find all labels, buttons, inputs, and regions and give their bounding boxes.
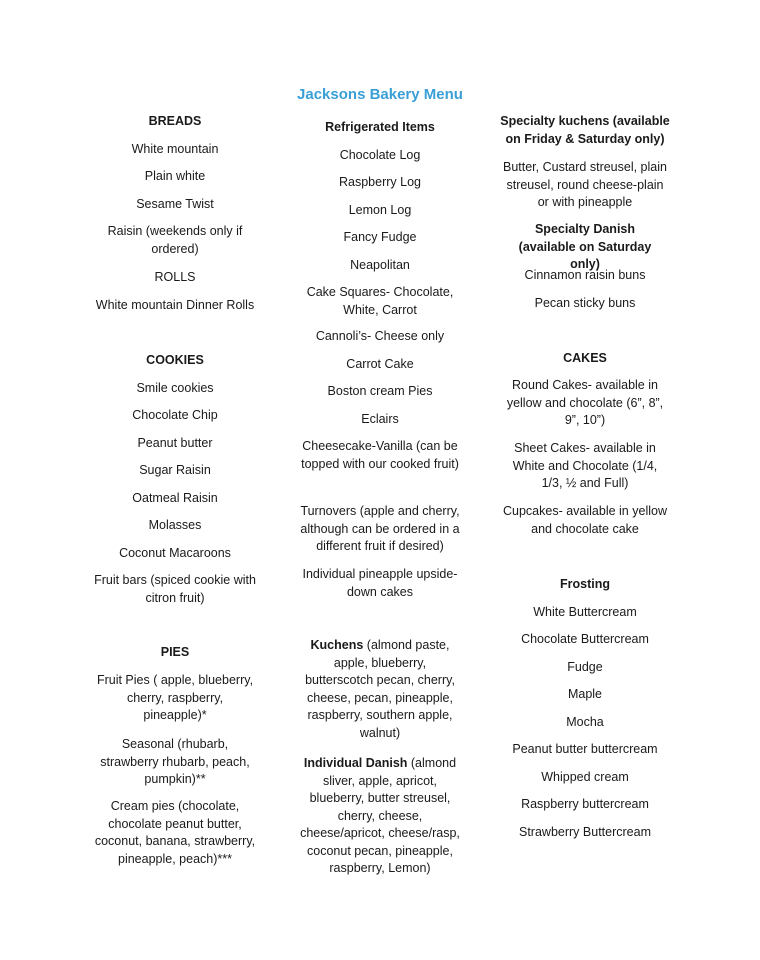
menu-item-name: Individual Danish	[303, 756, 408, 770]
menu-item: Mocha	[566, 715, 604, 729]
menu-item: Cake Squares- Chocolate, White, Carrot	[306, 285, 454, 317]
menu-item: Raspberry buttercream	[521, 797, 649, 811]
menu-item: Fudge	[567, 660, 603, 674]
menu-item: Coconut Macaroons	[119, 546, 231, 560]
menu-item: Plain white	[144, 169, 206, 183]
menu-item: Lemon Log	[348, 203, 412, 217]
menu-item: Raspberry Log	[339, 175, 421, 189]
menu-item: Round Cakes- available in yellow and chocolate (6”, 8”, 9”, 10”)	[506, 378, 664, 427]
menu-item: Individual pineapple upside-down cakes	[302, 567, 458, 599]
menu-item: Carrot Cake	[346, 357, 414, 371]
menu-item-details: (available on Friday & Saturday only)	[505, 114, 670, 146]
menu-item: Chocolate Log	[339, 148, 421, 162]
menu-item: Sugar Raisin	[139, 463, 211, 477]
menu-item: Pecan sticky buns	[534, 296, 636, 310]
menu-item: Cannoli’s- Cheese only	[315, 329, 445, 343]
section-heading: Specialty Danish (available on Saturday only)	[518, 222, 652, 271]
menu-item: Eclairs	[361, 412, 399, 426]
menu-item: Oatmeal Raisin	[132, 491, 218, 505]
menu-item: ROLLS	[154, 270, 196, 284]
menu-item: Fancy Fudge	[343, 230, 417, 244]
menu-item	[298, 755, 462, 878]
menu-item: Fruit Pies ( apple, blueberry, cherry, raspberry, pineapple)*	[96, 673, 254, 722]
section-heading: PIES	[160, 645, 190, 659]
menu-item: Fruit bars (spiced cookie with citron fruit)	[94, 573, 256, 605]
menu-item: Butter, Custard streusel, plain streusel, round cheese-plain or with pineapple	[503, 160, 667, 209]
menu-item-details: (almond paste, apple, blueberry, butterscotch pecan, cherry, cheese, pecan, pineapple, raspberry, southern apple, walnut)	[305, 638, 455, 740]
section-heading: BREADS	[148, 114, 202, 128]
menu-item	[498, 113, 672, 148]
section-heading: COOKIES	[146, 353, 204, 367]
menu-item: Sesame Twist	[136, 197, 214, 211]
menu-item: Turnovers (apple and cherry, although can be ordered in a different fruit if desired)	[300, 504, 460, 553]
menu-item: Cream pies (chocolate, chocolate peanut butter, coconut, banana, strawberry, pineapple, peach)***	[94, 799, 256, 866]
menu-item: Cheesecake-Vanilla (can be topped with our cooked fruit)	[301, 439, 459, 471]
menu-item: Seasonal (rhubarb, strawberry rhubarb, peach, pumpkin)**	[100, 737, 250, 786]
menu-item-details: (almond sliver, apple, apricot, blueberry, butter streusel, cherry, cheese, cheese/apricot, cheese/rasp, coconut pecan, pineapple, raspberry, Lemon)	[300, 756, 460, 875]
menu-item: Cupcakes- available in yellow and chocolate cake	[503, 504, 667, 536]
menu-item: Boston cream Pies	[327, 384, 433, 398]
menu-item: Chocolate Buttercream	[521, 632, 649, 646]
menu-item	[302, 637, 458, 742]
section-heading: CAKES	[563, 351, 607, 365]
page-title: Jacksons Bakery Menu	[297, 86, 463, 103]
menu-item: Peanut butter buttercream	[512, 742, 658, 756]
section-heading: Refrigerated Items	[325, 120, 435, 134]
menu-item-name: Specialty kuchens	[500, 114, 610, 128]
menu-item: White Buttercream	[533, 605, 637, 619]
menu-item: Sheet Cakes- available in White and Chocolate (1/4, 1/3, ½ and Full)	[512, 441, 658, 490]
menu-item: Whipped cream	[541, 770, 629, 784]
menu-item: Chocolate Chip	[132, 408, 218, 422]
menu-item: Molasses	[148, 518, 202, 532]
menu-item: Peanut butter	[137, 436, 213, 450]
menu-item: White mountain	[131, 142, 219, 156]
menu-item-name: Kuchens	[310, 638, 364, 652]
menu-item: Raisin (weekends only if ordered)	[107, 224, 243, 256]
menu-item: Neapolitan	[350, 258, 410, 272]
menu-item: Strawberry Buttercream	[519, 825, 651, 839]
section-heading: Frosting	[560, 577, 610, 591]
menu-item: Smile cookies	[136, 381, 214, 395]
menu-item: White mountain Dinner Rolls	[95, 298, 255, 312]
menu-item: Maple	[567, 687, 603, 701]
menu-item: Cinnamon raisin buns	[524, 268, 646, 282]
